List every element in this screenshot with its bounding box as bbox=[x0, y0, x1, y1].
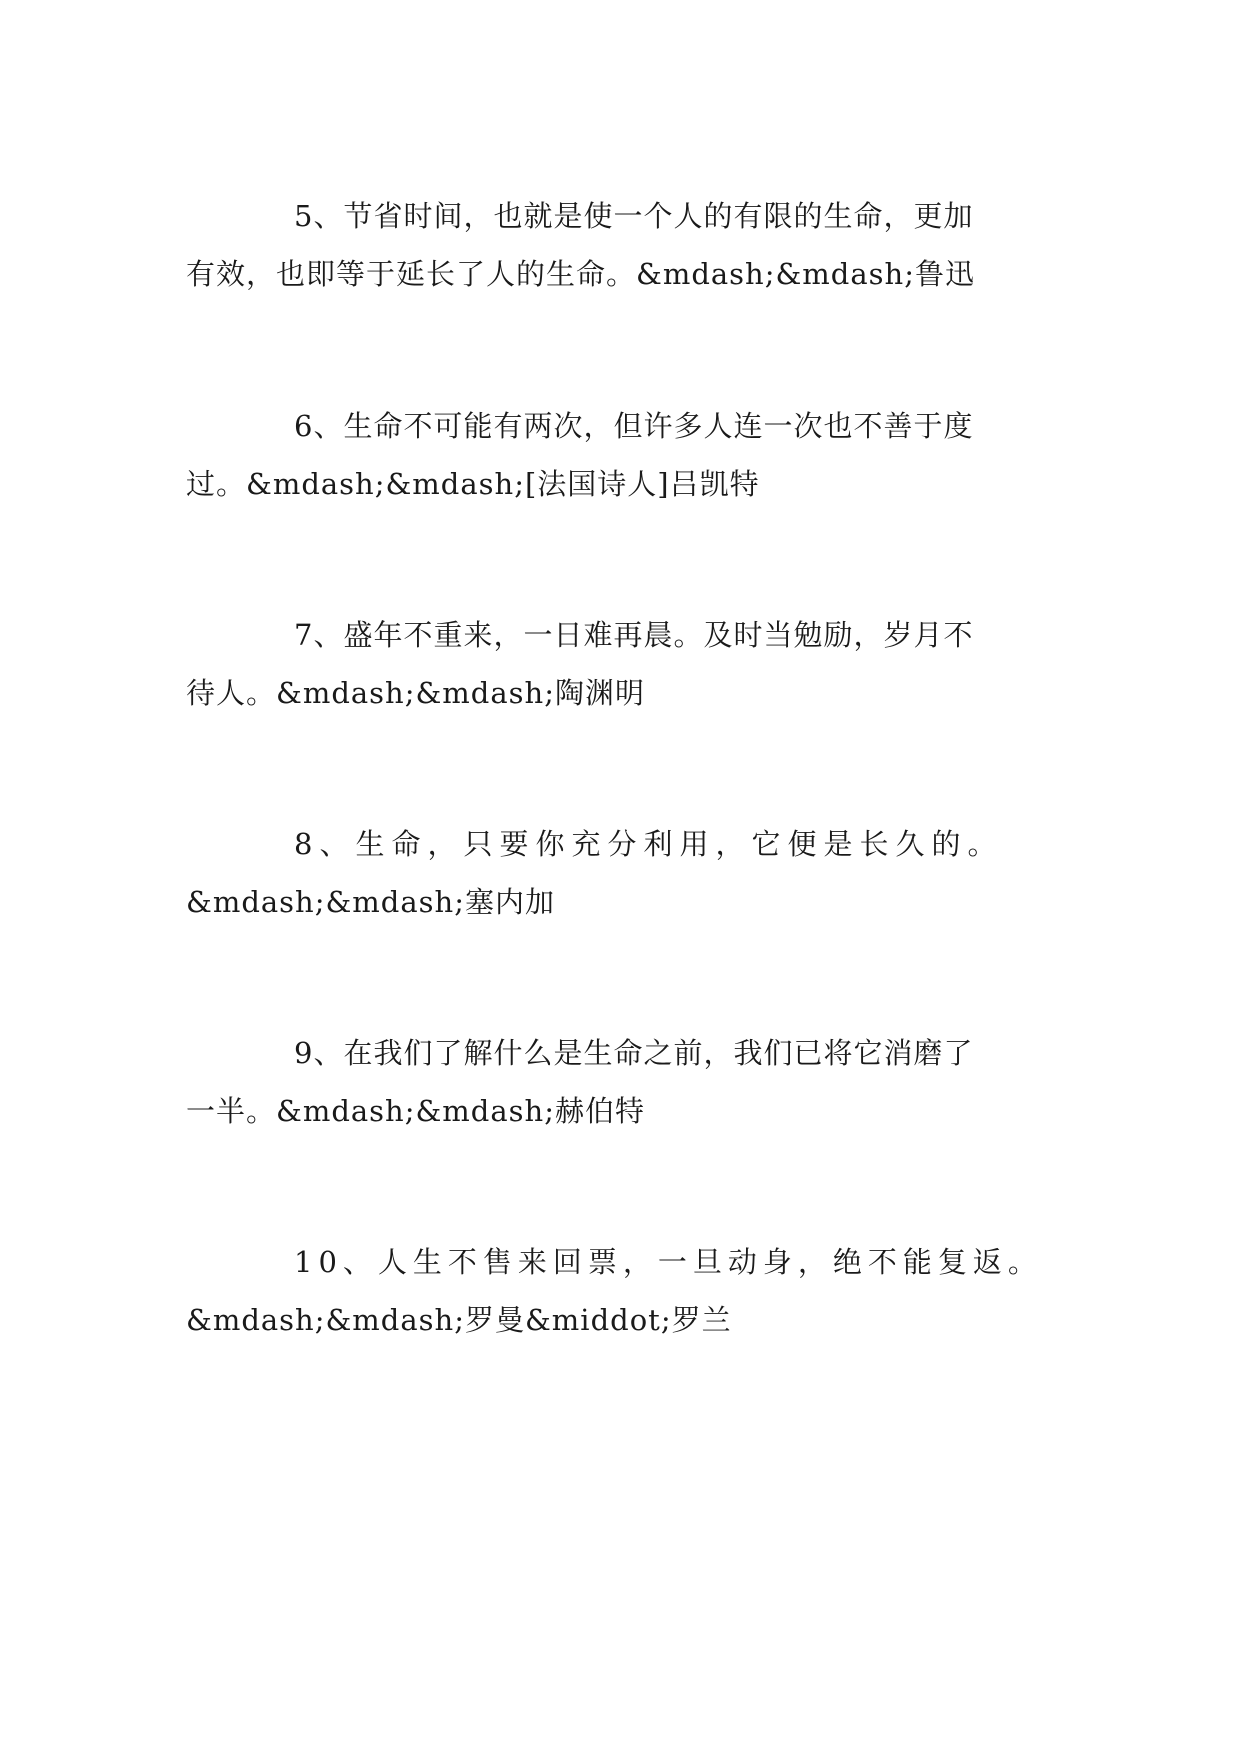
quote-line-1: 7、盛年不重来，一日难再晨。及时当勉励，岁月不 bbox=[294, 618, 974, 652]
quote-paragraph-8 bbox=[186, 815, 1056, 931]
quote-paragraph-7 bbox=[186, 606, 1056, 722]
quote-line-1: 5、节省时间，也就是使一个人的有限的生命，更加 bbox=[294, 199, 974, 233]
quote-line-2: 过。&mdash;&mdash;[法国诗人]吕凯特 bbox=[186, 467, 760, 501]
quote-line-2: &mdash;&mdash;罗曼&middot;罗兰 bbox=[186, 1303, 732, 1337]
quote-line-1: 9、在我们了解什么是生命之前，我们已将它消磨了 bbox=[294, 1036, 974, 1070]
quote-line-1: 10、人生不售来回票，一旦动身，绝不能复返。 bbox=[294, 1245, 1043, 1279]
quote-paragraph-9 bbox=[186, 1024, 1056, 1140]
quote-line-1: 8、生命，只要你充分利用，它便是长久的。 bbox=[294, 827, 1004, 861]
quote-paragraph-6 bbox=[186, 397, 1056, 513]
quote-line-2: &mdash;&mdash;塞内加 bbox=[186, 885, 555, 919]
quote-line-1: 6、生命不可能有两次，但许多人连一次也不善于度 bbox=[294, 409, 974, 443]
quote-paragraph-5 bbox=[186, 187, 1056, 303]
quote-line-2: 待人。&mdash;&mdash;陶渊明 bbox=[186, 676, 645, 710]
quote-paragraph-10 bbox=[186, 1233, 1056, 1349]
quote-line-2: 一半。&mdash;&mdash;赫伯特 bbox=[186, 1094, 645, 1128]
quote-line-2: 有效，也即等于延长了人的生命。&mdash;&mdash;鲁迅 bbox=[186, 257, 975, 291]
